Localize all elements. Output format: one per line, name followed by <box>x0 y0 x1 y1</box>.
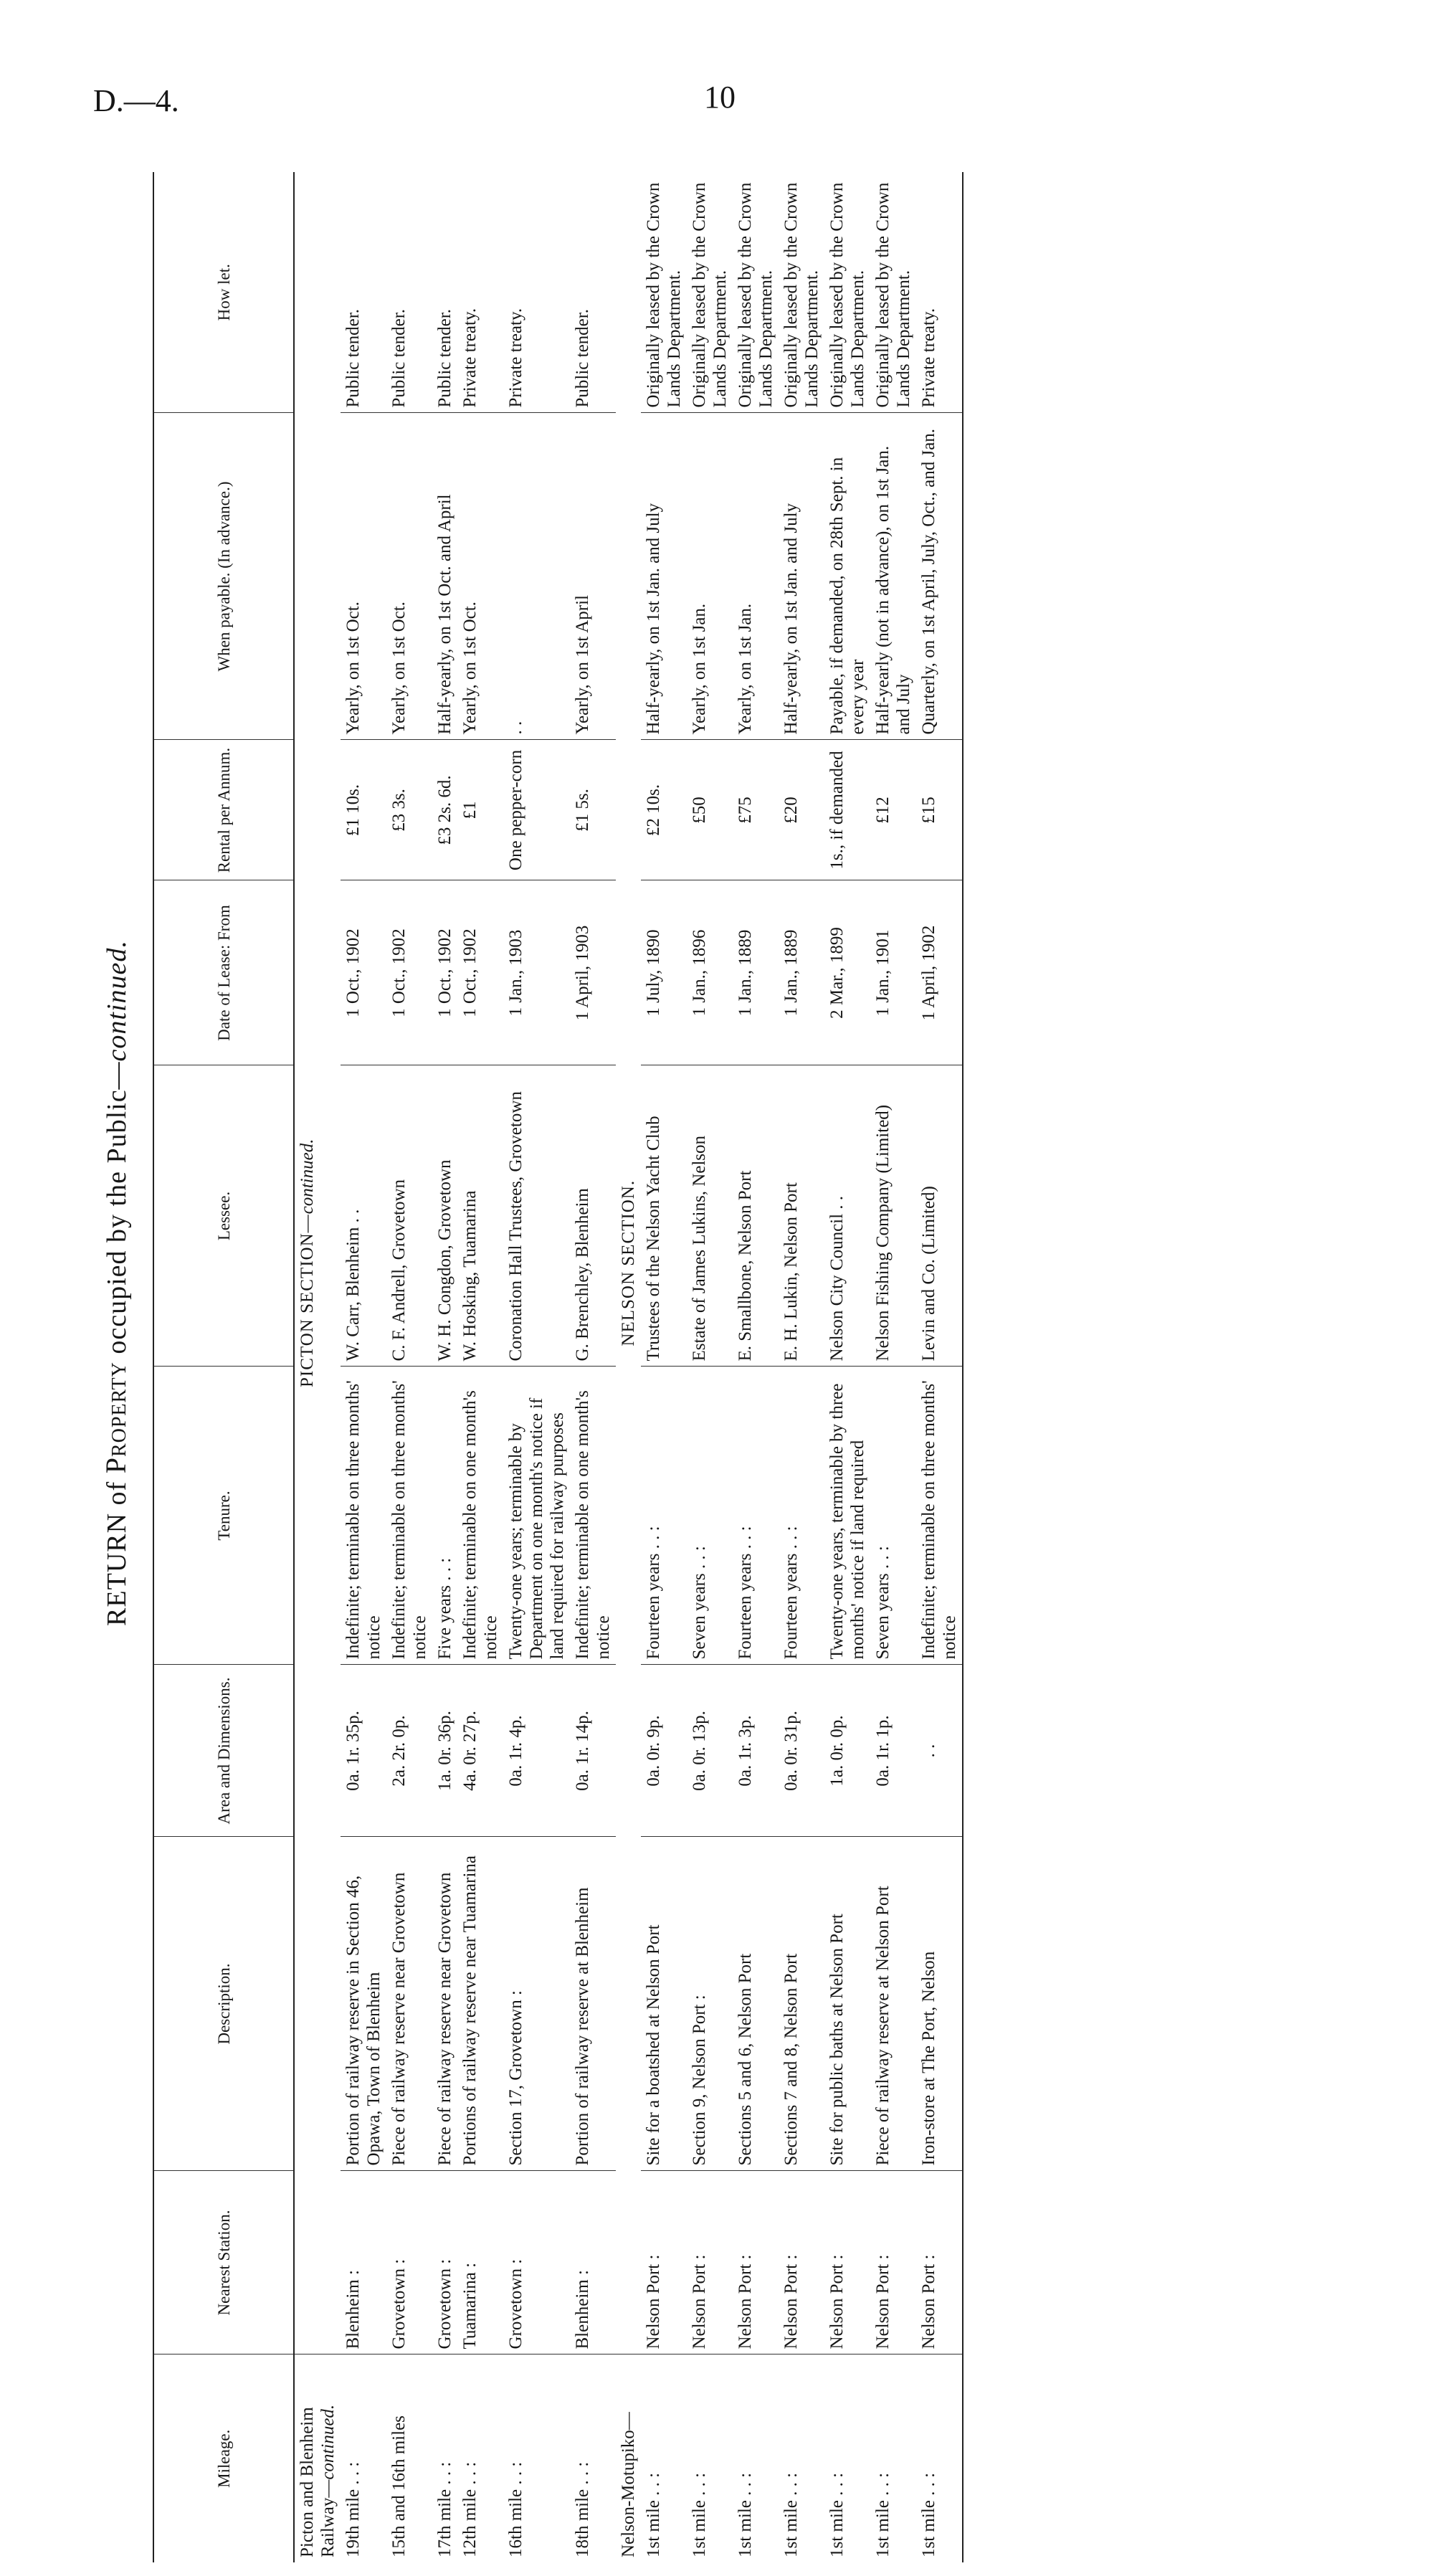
cell-tenure: Indefinite; terminable on three months' notice <box>386 1367 432 1665</box>
title-prefix: RETURN of <box>102 1481 132 1626</box>
cell-lessee: Nelson Fishing Company (Limited) <box>870 1065 916 1367</box>
cell-mileage: 19th mile . . : <box>343 2461 363 2557</box>
cell-mileage: 1st mile . . : <box>873 2472 893 2557</box>
cell-date: 2 Mar., 1899 <box>824 880 870 1065</box>
cell-mileage: 16th mile . . : <box>506 2461 525 2557</box>
column-header: Nearest Station. <box>153 2171 294 2354</box>
cell-description: Piece of railway reserve at Nelson Port <box>870 1837 916 2171</box>
column-header: Date of Lease: From <box>153 880 294 1065</box>
table-row <box>386 172 432 2562</box>
section-title-cell <box>616 172 641 2354</box>
column-header: Tenure. <box>153 1367 294 1665</box>
column-header: Description. <box>153 1837 294 2171</box>
cell-description: Piece of railway reserve near Grovetown <box>432 1837 457 2171</box>
table-row <box>733 172 779 2562</box>
cell-area: 0a. 1r. 35p. <box>341 1665 386 1837</box>
cell-area: 1a. 0r. 0p. <box>824 1665 870 1837</box>
cell-station: Blenheim : <box>570 2171 616 2354</box>
cell-payable: Quarterly, on 1st April, July, Oct., and Jan. <box>916 413 963 740</box>
section-line-cell <box>616 2354 641 2562</box>
cell-station: Grovetown : <box>503 2171 570 2354</box>
cell-lessee: W. Hosking, Tuamarina <box>457 1065 503 1367</box>
cell-area: 4a. 0r. 27p. <box>457 1665 503 1837</box>
cell-how: Originally leased by the Crown Lands Department. <box>641 172 687 413</box>
cell-lessee: W. Carr, Blenheim . . <box>341 1065 386 1367</box>
cell-how: Originally leased by the Crown Lands Department. <box>687 172 733 413</box>
cell-lessee: Trustees of the Nelson Yacht Club <box>641 1065 687 1367</box>
cell-station: Nelson Port : <box>916 2171 963 2354</box>
cell-date: 1 July, 1890 <box>641 880 687 1065</box>
cell-lessee: E. Smallbone, Nelson Port <box>733 1065 779 1367</box>
cell-description: Section 17, Grovetown : <box>503 1837 570 2171</box>
table-row <box>457 172 503 2562</box>
railway-line-name: Nelson-Motupiko— <box>619 2412 638 2557</box>
cell-payable: . . <box>503 413 570 740</box>
cell-date: 1 Jan., 1889 <box>733 880 779 1065</box>
column-header: Lessee. <box>153 1065 294 1367</box>
table-row <box>641 172 687 2562</box>
cell-tenure: Seven years . . : <box>870 1367 916 1665</box>
cell-how: Public tender. <box>386 172 432 413</box>
cell-lessee: Levin and Co. (Limited) <box>916 1065 963 1367</box>
cell-how: Originally leased by the Crown Lands Department. <box>733 172 779 413</box>
cell-payable: Payable, if demanded, on 28th Sept. in every year <box>824 413 870 740</box>
section-title-continued: continued. <box>298 1139 317 1215</box>
railway-line-name: Picton and Blenheim Railway— <box>298 2407 338 2557</box>
cell-lessee: E. H. Lukin, Nelson Port <box>779 1065 824 1367</box>
cell-date: 1 Jan., 1901 <box>870 880 916 1065</box>
cell-payable: Half-yearly, on 1st Jan. and July <box>641 413 687 740</box>
cell-description: Portions of railway reserve near Tuamarina <box>457 1837 503 2171</box>
cell-description: Piece of railway reserve near Grovetown <box>386 1837 432 2171</box>
cell-lessee: W. H. Congdon, Grovetown <box>432 1065 457 1367</box>
cell-rental: £3 2s. 6d. <box>432 740 457 880</box>
cell-tenure: Twenty-one years; terminable by Department on one month's notice if land required for railway purposes <box>503 1367 570 1665</box>
cell-tenure: Indefinite; terminable on one month's notice <box>457 1367 503 1665</box>
cell-station: Grovetown : <box>386 2171 432 2354</box>
cell-how: Public tender. <box>341 172 386 413</box>
cell-station: Nelson Port : <box>824 2171 870 2354</box>
cell-rental: £75 <box>733 740 779 880</box>
cell-tenure: Indefinite; terminable on three months' notice <box>916 1367 963 1665</box>
table-row <box>824 172 870 2562</box>
cell-date: 1 April, 1903 <box>570 880 616 1065</box>
cell-description: Portion of railway reserve in Section 46, Opawa, Town of Blenheim <box>341 1837 386 2171</box>
table-row <box>341 172 386 2562</box>
cell-tenure: Indefinite; terminable on three months' notice <box>341 1367 386 1665</box>
cell-mileage: 1st mile . . : <box>736 2472 755 2557</box>
cell-rental: £12 <box>870 740 916 880</box>
cell-description: Sections 5 and 6, Nelson Port <box>733 1837 779 2171</box>
cell-station: Grovetown : <box>432 2171 457 2354</box>
cell-payable: Yearly, on 1st Oct. <box>457 413 503 740</box>
cell-tenure: Fourteen years . . : <box>779 1367 824 1665</box>
cell-date: 1 Oct., 1902 <box>457 880 503 1065</box>
section-heading-row <box>294 172 341 2562</box>
table-row <box>870 172 916 2562</box>
cell-area: 0a. 1r. 4p. <box>503 1665 570 1837</box>
cell-lessee: Coronation Hall Trustees, Grovetown <box>503 1065 570 1367</box>
title-continued: continued. <box>102 940 132 1062</box>
cell-how: Public tender. <box>570 172 616 413</box>
cell-how: Originally leased by the Crown Lands Department. <box>824 172 870 413</box>
cell-description: Section 9, Nelson Port : <box>687 1837 733 2171</box>
cell-date: 1 April, 1902 <box>916 880 963 1065</box>
table-row <box>503 172 570 2562</box>
cell-payable: Yearly, on 1st Oct. <box>341 413 386 740</box>
column-header: When payable. (In advance.) <box>153 413 294 740</box>
cell-description: Portion of railway reserve at Blenheim <box>570 1837 616 2171</box>
cell-tenure: Indefinite; terminable on one month's notice <box>570 1367 616 1665</box>
section-title-cell <box>294 172 341 2354</box>
title-property: Property <box>100 1362 132 1474</box>
cell-station: Nelson Port : <box>687 2171 733 2354</box>
cell-payable: Yearly, on 1st Oct. <box>386 413 432 740</box>
page-number: 10 <box>704 80 736 115</box>
cell-area: 0a. 0r. 13p. <box>687 1665 733 1837</box>
cell-payable: Half-yearly, on 1st Oct. and April <box>432 413 457 740</box>
cell-tenure: Seven years . . : <box>687 1367 733 1665</box>
cell-mileage: 1st mile . . : <box>827 2472 847 2557</box>
cell-station: Nelson Port : <box>733 2171 779 2354</box>
cell-area: 0a. 1r. 1p. <box>870 1665 916 1837</box>
cell-rental: £20 <box>779 740 824 880</box>
cell-station: Nelson Port : <box>641 2171 687 2354</box>
cell-area: . . <box>916 1665 963 1837</box>
cell-mileage: 1st mile . . : <box>916 2354 963 2562</box>
cell-payable: Half-yearly (not in advance), on 1st Jan. and July <box>870 413 916 740</box>
cell-payable: Yearly, on 1st Jan. <box>733 413 779 740</box>
cell-rental: £15 <box>916 740 963 880</box>
table-row <box>570 172 616 2562</box>
return-table <box>153 172 963 2562</box>
section-title: PICTON SECTION— <box>298 1214 317 1387</box>
cell-tenure: Fourteen years . . : <box>641 1367 687 1665</box>
page-reference: D.—4. <box>93 83 179 118</box>
cell-mileage: 17th mile . . : <box>435 2461 455 2557</box>
table-row <box>916 172 963 2562</box>
cell-how: Private treaty. <box>503 172 570 413</box>
cell-how: Originally leased by the Crown Lands Department. <box>870 172 916 413</box>
cell-rental: £1 <box>457 740 503 880</box>
cell-date: 1 Jan., 1889 <box>779 880 824 1065</box>
cell-tenure: Five years . . : <box>432 1367 457 1665</box>
cell-how: Originally leased by the Crown Lands Department. <box>779 172 824 413</box>
section-heading-row <box>616 172 641 2562</box>
cell-mileage: 18th mile . . : <box>573 2461 592 2557</box>
cell-lessee: Estate of James Lukins, Nelson <box>687 1065 733 1367</box>
cell-area: 2a. 2r. 0p. <box>386 1665 432 1837</box>
section-title: NELSON SECTION. <box>619 1179 638 1346</box>
column-header: How let. <box>153 172 294 413</box>
cell-lessee: C. F. Andrell, Grovetown <box>386 1065 432 1367</box>
cell-description: Site for public baths at Nelson Port <box>824 1837 870 2171</box>
cell-date: 1 Oct., 1902 <box>386 880 432 1065</box>
table-row <box>432 172 457 2562</box>
railway-line-continued: continued. <box>318 2404 338 2480</box>
cell-rental: £1 10s. <box>341 740 386 880</box>
cell-how: Public tender. <box>432 172 457 413</box>
cell-rental: £1 5s. <box>570 740 616 880</box>
cell-date: 1 Oct., 1902 <box>432 880 457 1065</box>
cell-area: 1a. 0r. 36p. <box>432 1665 457 1837</box>
cell-payable: Yearly, on 1st Jan. <box>687 413 733 740</box>
cell-station: Tuamarina : <box>457 2171 503 2354</box>
cell-payable: Yearly, on 1st April <box>570 413 616 740</box>
cell-station: Nelson Port : <box>779 2171 824 2354</box>
cell-area: 0a. 1r. 14p. <box>570 1665 616 1837</box>
cell-description: Iron-store at The Port, Nelson <box>916 1837 963 2171</box>
cell-how: Private treaty. <box>457 172 503 413</box>
cell-rental: £50 <box>687 740 733 880</box>
cell-rental: £2 10s. <box>641 740 687 880</box>
column-header: Rental per Annum. <box>153 740 294 880</box>
cell-payable: Half-yearly, on 1st Jan. and July <box>779 413 824 740</box>
cell-mileage: 1st mile . . : <box>644 2472 663 2557</box>
column-header: Mileage. <box>153 2354 294 2562</box>
cell-how: Private treaty. <box>916 172 963 413</box>
cell-mileage: 12th mile . . : <box>460 2461 480 2557</box>
cell-area: 0a. 0r. 31p. <box>779 1665 824 1837</box>
cell-mileage: 1st mile . . : <box>781 2472 801 2557</box>
cell-date: 1 Jan., 1903 <box>503 880 570 1065</box>
cell-description: Sections 7 and 8, Nelson Port <box>779 1837 824 2171</box>
cell-rental: 1s., if demanded <box>824 740 870 880</box>
cell-date: 1 Jan., 1896 <box>687 880 733 1065</box>
cell-area: 0a. 1r. 3p. <box>733 1665 779 1837</box>
column-header-row <box>153 172 294 2562</box>
cell-station: Blenheim : <box>341 2171 386 2354</box>
cell-description: Site for a boatshed at Nelson Port <box>641 1837 687 2171</box>
cell-tenure: Fourteen years . . : <box>733 1367 779 1665</box>
cell-mileage: 15th and 16th miles <box>389 2415 409 2557</box>
column-header: Area and Dimensions. <box>153 1665 294 1837</box>
return-title <box>99 0 133 2566</box>
cell-rental: £3 3s. <box>386 740 432 880</box>
cell-lessee: G. Brenchley, Blenheim <box>570 1065 616 1367</box>
cell-date: 1 Oct., 1902 <box>341 880 386 1065</box>
cell-lessee: Nelson City Council . . <box>824 1065 870 1367</box>
cell-tenure: Twenty-one years, terminable by three months' notice if land required <box>824 1367 870 1665</box>
cell-rental: One pepper-corn <box>503 740 570 880</box>
cell-mileage: 1st mile . . : <box>690 2472 709 2557</box>
cell-station: Nelson Port : <box>870 2171 916 2354</box>
cell-area: 0a. 0r. 9p. <box>641 1665 687 1837</box>
table-row <box>779 172 824 2562</box>
section-line-cell <box>294 2354 341 2562</box>
title-rest: occupied by the Public— <box>102 1061 132 1354</box>
table-row <box>687 172 733 2562</box>
return-table-body <box>294 172 963 2562</box>
